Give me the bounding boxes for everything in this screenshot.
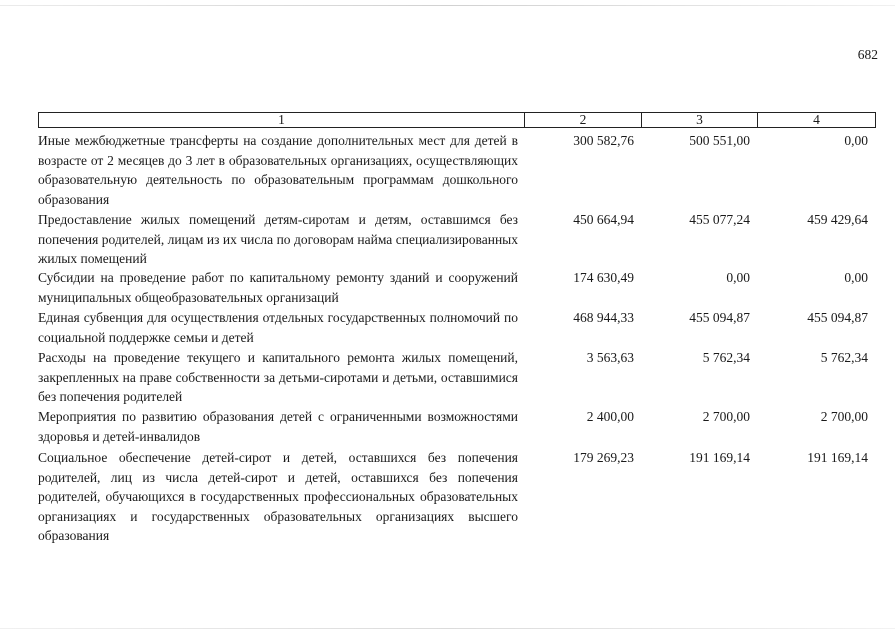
page-number: 682 <box>857 47 878 62</box>
row-value-col4: 2 700,00 <box>820 409 868 424</box>
row-value-col3: 455 094,87 <box>689 310 750 325</box>
row-description: Предоставление жилых помещений детям-сиротам и детям, оставшимся без попечения родителей, лицам из их числа по договорам найма специализированных жилых помещений <box>38 212 518 267</box>
row-description: Расходы на проведение текущего и капитального ремонта жилых помещений, закрепленных на праве собственности за детьми-сиротами и детьми, оставшимися без попечения родителей <box>38 350 518 405</box>
scan-edge-top <box>0 5 895 6</box>
scan-edge-bottom <box>0 628 895 629</box>
row-value-col4: 0,00 <box>844 270 868 285</box>
row-description: Мероприятия по развитию образования детей с ограниченными возможностями здоровья и детей-инвалидов <box>38 409 518 444</box>
row-value-col2: 174 630,49 <box>573 270 634 285</box>
row-value-col2: 468 944,33 <box>573 310 634 325</box>
row-description: Субсидии на проведение работ по капитальному ремонту зданий и сооружений муниципальных общеобразовательных организаций <box>38 270 518 305</box>
header-cell-1: 1 <box>39 113 525 127</box>
row-value-col3: 0,00 <box>726 270 750 285</box>
header-cell-4: 4 <box>813 112 820 127</box>
row-description: Единая субвенция для осуществления отдельных государственных полномочий по социальной поддержке семьи и детей <box>38 310 518 345</box>
header-cell-2: 2 <box>525 113 642 127</box>
row-value-col4: 0,00 <box>844 133 868 148</box>
row-value-col4: 459 429,64 <box>807 212 868 227</box>
row-description: Социальное обеспечение детей-сирот и детей, оставшихся без попечения родителей, лиц из числа детей-сирот и детей, оставшихся без попечения родителей, обучающихся в государственных профессиональных образовательных организациях и государственных образовательных организациях высшего образования <box>38 450 518 544</box>
row-description: Иные межбюджетные трансферты на создание дополнительных мест для детей в возрасте от 2 месяцев до 3 лет в образовательных организациях, осуществляющих образовательную деятельность по образовательным программам дошкольного образования <box>38 133 518 207</box>
table-header <box>38 112 876 128</box>
row-value-col3: 5 762,34 <box>702 350 750 365</box>
row-value-col3: 455 077,24 <box>689 212 750 227</box>
row-value-col4: 455 094,87 <box>807 310 868 325</box>
row-value-col2: 2 400,00 <box>586 409 634 424</box>
header-cell-3: 3 <box>642 113 758 127</box>
row-value-col3: 500 551,00 <box>689 133 750 148</box>
row-value-col2: 3 563,63 <box>586 350 634 365</box>
row-value-col2: 300 582,76 <box>573 133 634 148</box>
row-value-col2: 179 269,23 <box>573 450 634 465</box>
row-value-col4: 191 169,14 <box>807 450 868 465</box>
row-value-col4: 5 762,34 <box>820 350 868 365</box>
row-value-col2: 450 664,94 <box>573 212 634 227</box>
row-value-col3: 191 169,14 <box>689 450 750 465</box>
row-value-col3: 2 700,00 <box>702 409 750 424</box>
